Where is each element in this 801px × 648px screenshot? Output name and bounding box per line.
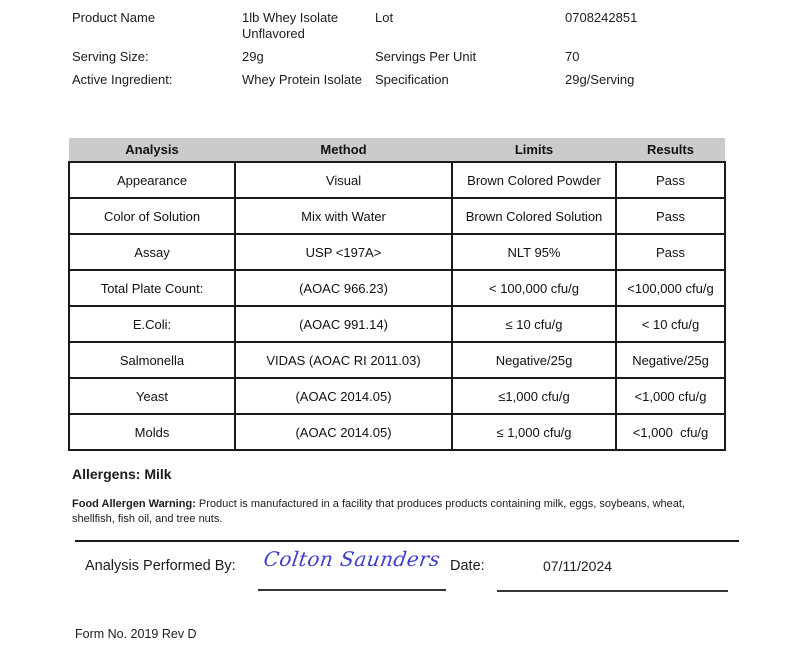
serving-size-label: Serving Size:	[72, 49, 149, 64]
specification-value: 29g/Serving	[565, 72, 635, 87]
performed-by-label: Analysis Performed By:	[85, 558, 236, 574]
product-info-row	[72, 72, 772, 88]
table-cell: Negative/25g	[452, 342, 616, 378]
product-name-label: Product Name	[72, 10, 156, 25]
product-name-value: 1lb Whey Isolate Unflavored	[242, 10, 339, 41]
analysis-table	[68, 138, 726, 451]
table-cell: Assay	[69, 234, 235, 270]
table-row	[69, 306, 725, 342]
product-info-row	[72, 49, 772, 65]
table-cell: ≤1,000 cfu/g	[452, 378, 616, 414]
product-info-block	[72, 10, 772, 88]
lot-label: Lot	[375, 10, 394, 25]
table-row	[69, 342, 725, 378]
table-cell: Pass	[616, 162, 725, 198]
table-cell: <1,000 cfu/g	[616, 378, 725, 414]
table-cell: (AOAC 2014.05)	[235, 378, 452, 414]
table-cell: Brown Colored Solution	[452, 198, 616, 234]
product-info-row	[72, 10, 772, 42]
form-number: Form No. 2019 Rev D	[75, 627, 197, 641]
allergen-warning	[72, 497, 724, 526]
table-cell: ≤ 1,000 cfu/g	[452, 414, 616, 450]
table-row	[69, 414, 725, 450]
table-cell: Pass	[616, 234, 725, 270]
table-header-row	[69, 138, 725, 162]
table-cell: Visual	[235, 162, 452, 198]
allergen-warning-text: Product is manufactured in a facility that produces products containing milk, eggs, soybeans, wheat, shellfish, fish oil, and tree nuts.	[72, 498, 685, 525]
servings-per-unit-label: Servings Per Unit	[375, 49, 477, 64]
date-label: Date:	[450, 558, 485, 574]
table-cell: < 100,000 cfu/g	[452, 270, 616, 306]
column-header-limits: Limits	[452, 138, 616, 162]
table-cell: NLT 95%	[452, 234, 616, 270]
table-row	[69, 198, 725, 234]
table-row	[69, 378, 725, 414]
servings-per-unit-value: 70	[565, 49, 580, 64]
table-cell: Mix with Water	[235, 198, 452, 234]
section-divider-line	[75, 540, 739, 542]
table-cell: E.Coli:	[69, 306, 235, 342]
column-header-analysis: Analysis	[69, 138, 235, 162]
table-cell: ≤ 10 cfu/g	[452, 306, 616, 342]
table-cell: Pass	[616, 198, 725, 234]
table-cell: Color of Solution	[69, 198, 235, 234]
table-cell: (AOAC 2014.05)	[235, 414, 452, 450]
analysis-table-header	[69, 138, 725, 162]
table-cell: < 10 cfu/g	[616, 306, 725, 342]
column-header-method: Method	[235, 138, 452, 162]
table-cell: Yeast	[69, 378, 235, 414]
table-cell: <100,000 cfu/g	[616, 270, 725, 306]
active-ingredient-value: Whey Protein Isolate	[242, 72, 362, 87]
table-cell: (AOAC 991.14)	[235, 306, 452, 342]
table-cell: Molds	[69, 414, 235, 450]
table-cell: (AOAC 966.23)	[235, 270, 452, 306]
table-cell: VIDAS (AOAC RI 2011.03)	[235, 342, 452, 378]
table-cell: Total Plate Count:	[69, 270, 235, 306]
table-cell: USP <197A>	[235, 234, 452, 270]
table-row	[69, 234, 725, 270]
column-header-results: Results	[616, 138, 725, 162]
table-cell: Brown Colored Powder	[452, 162, 616, 198]
table-row	[69, 270, 725, 306]
signature-underline	[258, 589, 446, 591]
serving-size-value: 29g	[242, 49, 264, 64]
date-underline	[497, 590, 728, 592]
specification-label: Specification	[375, 72, 449, 87]
analysis-table-body	[69, 162, 725, 450]
active-ingredient-label: Active Ingredient:	[72, 72, 173, 87]
table-cell: Negative/25g	[616, 342, 725, 378]
date-value: 07/11/2024	[543, 558, 613, 574]
allergen-warning-label: Food Allergen Warning:	[72, 498, 196, 510]
table-cell: <1,000 cfu/g	[616, 414, 725, 450]
allergens-heading: Allergens: Milk	[72, 466, 172, 482]
analyst-signature: Colton Saunders	[262, 547, 442, 571]
lot-value: 0708242851	[565, 10, 638, 25]
table-cell: Salmonella	[69, 342, 235, 378]
table-row	[69, 162, 725, 198]
table-cell: Appearance	[69, 162, 235, 198]
